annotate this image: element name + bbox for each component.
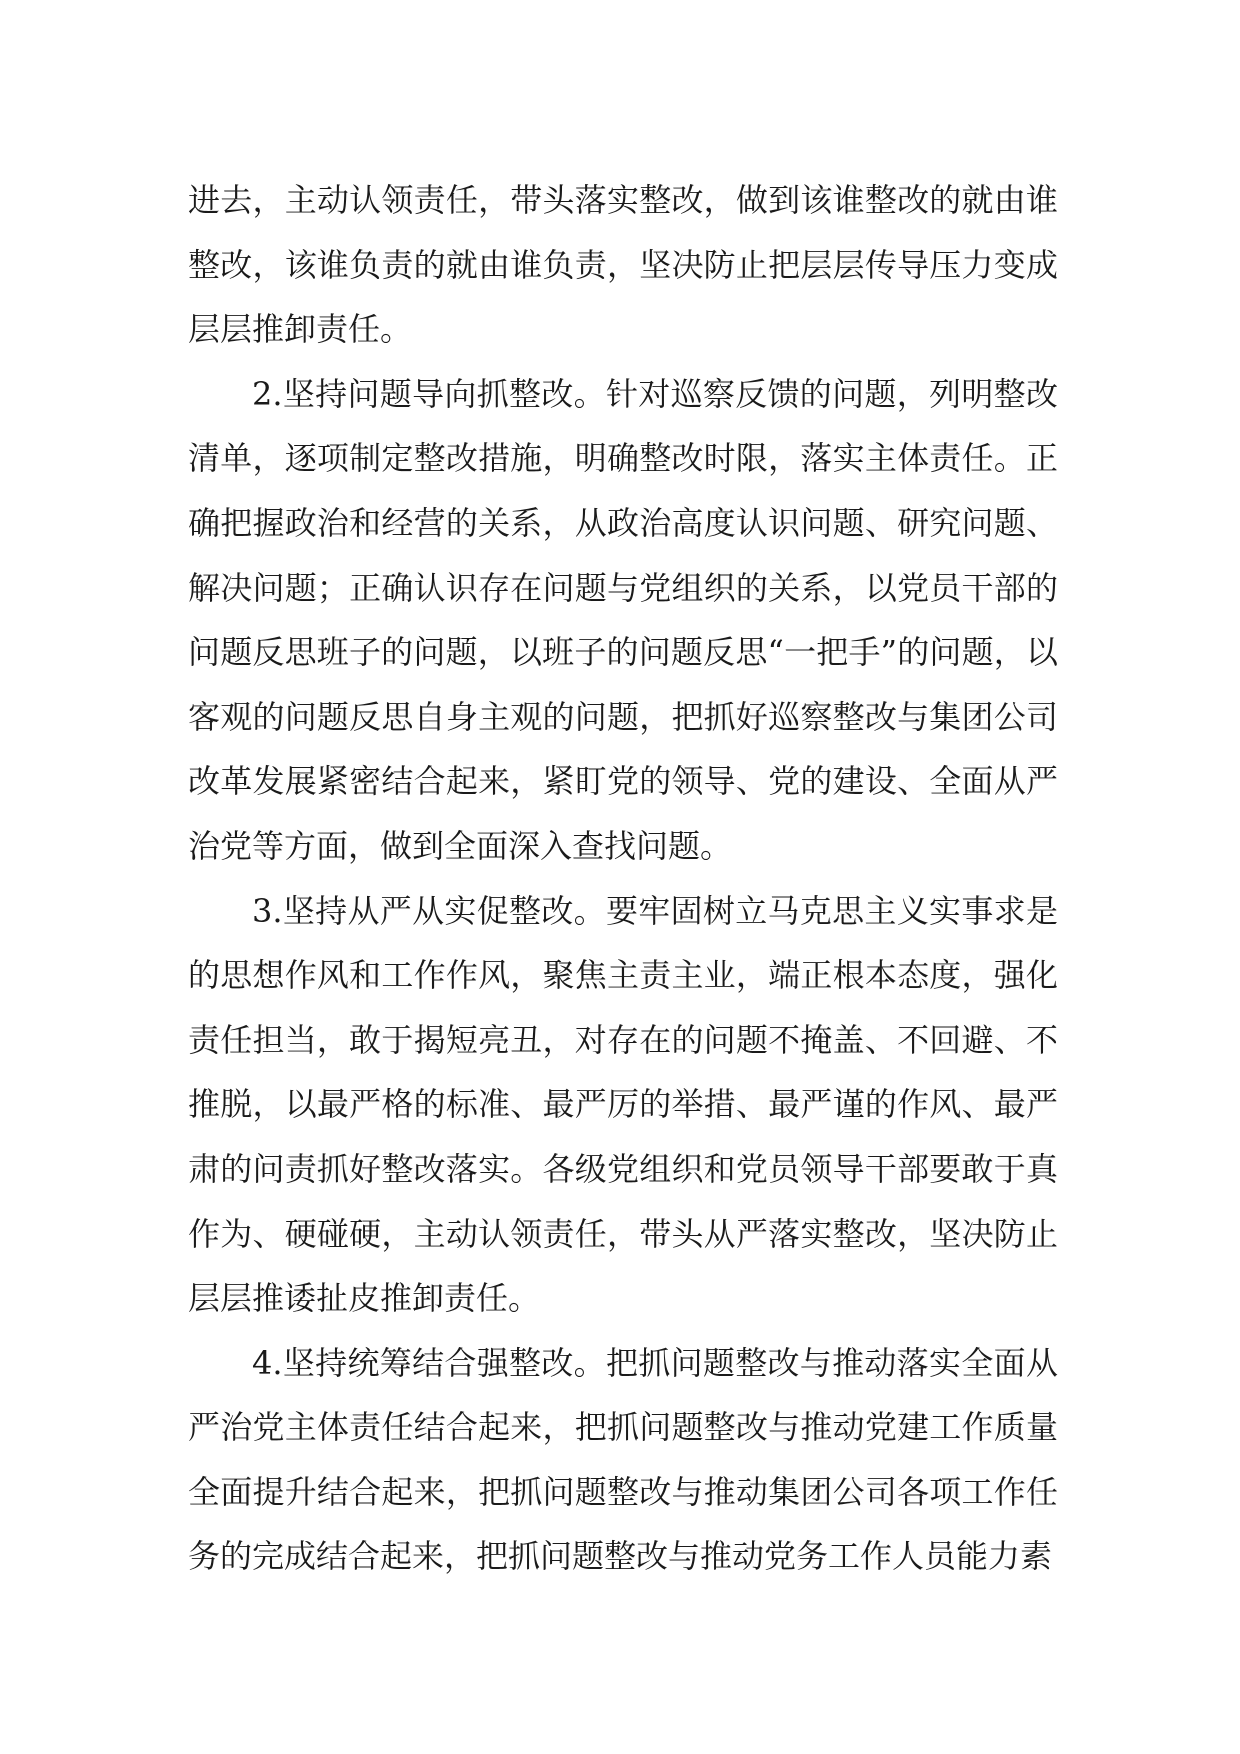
paragraph-strict-rectification: 3.坚持从严从实促整改。要牢固树立马克思主义实事求是的思想作风和工作作风，聚焦主责主业，端正根本态度，强化责任担当，敢于揭短亮丑，对存在的问题不掩盖、不回避、不推脱，以最严格的标准、最严厉的举措、最严谨的作风、最严肃的问责抓好整改落实。各级党组织和党员领导干部要敢于真作为、硬碰硬，主动认领责任，带头从严落实整改，坚决防止层层推诿扯皮推卸责任。 — [188, 891, 1058, 1318]
document-body — [188, 168, 1058, 1589]
paragraph-coordinated-rectification: 4.坚持统筹结合强整改。把抓问题整改与推动落实全面从严治党主体责任结合起来，把抓问题整改与推动党建工作质量全面提升结合起来，把抓问题整改与推动集团公司各项工作任务的完成结合起来，把抓问题整改与推动党务工作人员能力素 — [188, 1343, 1058, 1576]
paragraph-problem-oriented: 2.坚持问题导向抓整改。针对巡察反馈的问题，列明整改清单，逐项制定整改措施，明确整改时限，落实主体责任。正确把握政治和经营的关系，从政治高度认识问题、研究问题、解决问题；正确认识存在问题与党组织的关系，以党员干部的问题反思班子的问题，以班子的问题反思“一把手”的问题，以客观的问题反思自身主观的问题，把抓好巡察整改与集团公司改革发展紧密结合起来，紧盯党的领导、党的建设、全面从严治党等方面，做到全面深入查找问题。 — [188, 374, 1058, 865]
paragraph-continuation: 进去，主动认领责任，带头落实整改，做到该谁整改的就由谁整改，该谁负责的就由谁负责，坚决防止把层层传导压力变成层层推卸责任。 — [188, 181, 1058, 349]
